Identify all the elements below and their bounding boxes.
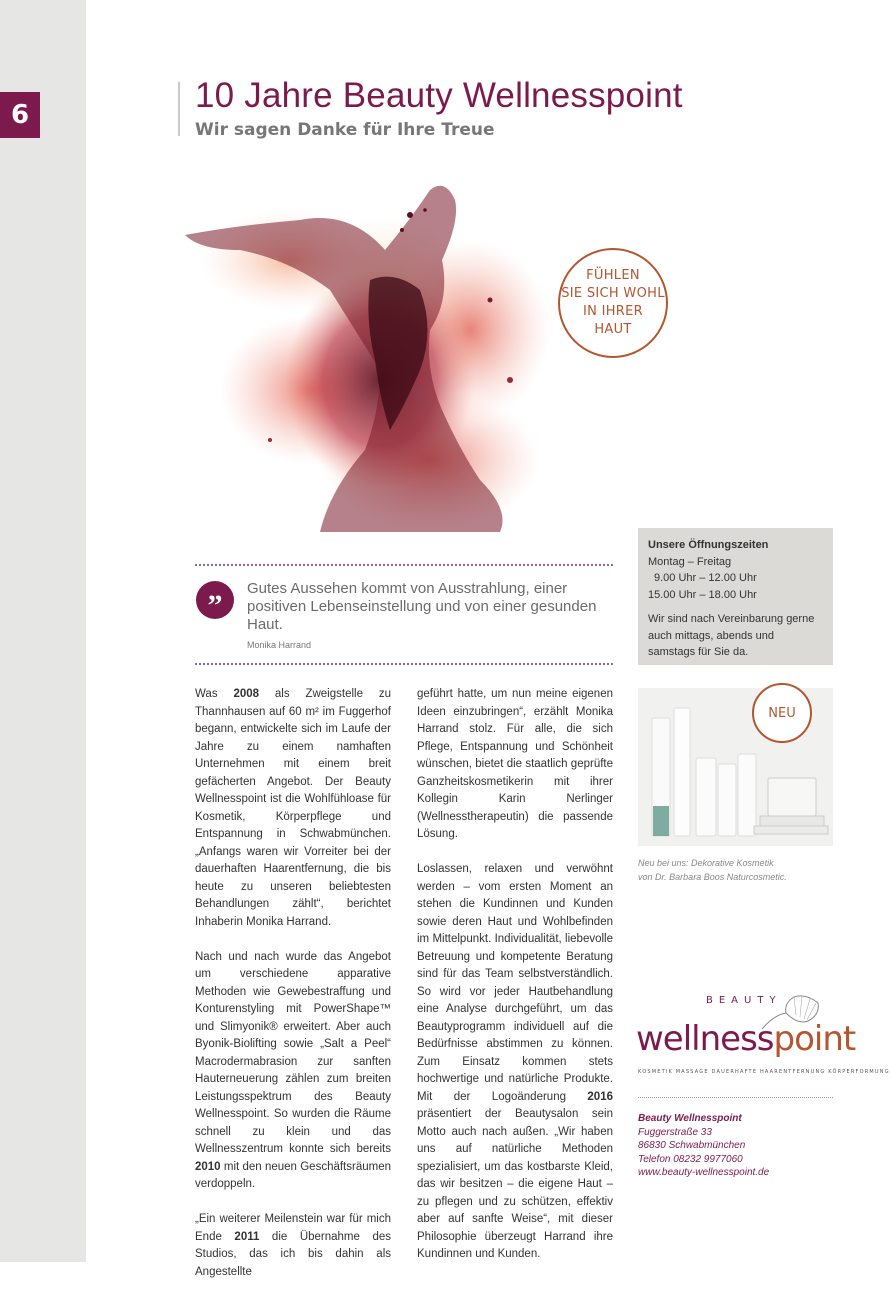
opening-hours-days: Montag – Freitag (648, 555, 732, 568)
product-caption-line-2: von Dr. Barbara Boos Naturcosmetic. (638, 872, 787, 882)
hero-badge (558, 248, 668, 358)
quote-text: Gutes Aussehen kommt von Ausstrahlung, einer positiven Lebenseinstellung und von einer gesunden Haut. (247, 580, 597, 633)
product-caption (638, 856, 833, 884)
contact-city: 86830 Schwabmünchen (638, 1140, 746, 1151)
badge-line-2: SIE SICH WOHL (561, 286, 665, 301)
contact-street: Fuggerstraße 33 (638, 1126, 712, 1138)
article-paragraph: „Ein weiterer Meilenstein war für mich Ende 2011 die Übernahme des Studios, das ich bis dahin als Angestellte (195, 1213, 392, 1278)
logo-divider (638, 1097, 833, 1098)
wellnesspoint-logo (636, 995, 890, 1085)
new-badge: NEU (752, 683, 812, 743)
quote-mark-icon: ” (196, 581, 234, 619)
article-paragraph: Loslassen, relaxen und verwöhnt werden – vom ersten Moment an stehen die Kundinnen und Kunden sowie deren Haut und Wohlbefinden im Mittelpunkt. Individualität, liebevolle Betreuung und kompetente Beratung sind für das Team selbstverständlich. So wird vor jeder Hautbehandlung eine Analyse durchgeführt, um das Beautyprogramm individuell auf die Bedürfnisse abstimmen zu können. Zum Einsatz kommen stets hochwertige und natürliche Produkte. Mit der Logoänderung 2016 präsentiert der Beautysalon sein Motto auch nach außen. „Wir haben uns auf natürliche Methoden spezialisiert, um das kostbarste Kleid, das wir besitzen – die eigene Haut – zu pflegen und zu schützen, effektiv aber auf sanfte Weise“, mit dieser Philosophie überzeugt Harrand ihre Kundinnen und Kunden. (417, 863, 613, 1260)
contact-name: Beauty Wellnesspoint (638, 1113, 742, 1124)
badge-line-3: IN IHRER (583, 304, 643, 319)
page-number-tab: 6 (0, 92, 40, 138)
logo-word-point: point (773, 1019, 856, 1059)
page-title: 10 Jahre Beauty Wellnesspoint (195, 76, 683, 115)
contact-block (638, 1112, 769, 1180)
quote-author: Monika Harrand (247, 640, 312, 650)
badge-line-4: HAUT (594, 322, 632, 337)
article-column-1 (195, 686, 391, 1299)
quote-top-rule (195, 564, 613, 566)
logo-word-wellness: wellness (636, 1019, 774, 1059)
logo-tagline: KOSMETIK MASSAGE DAUERHAFTE HAARENTFERNUNG KÖRPERFORMUNG (638, 1069, 890, 1075)
article-paragraph: geführt hatte, um nun meine eigenen Ideen einzubringen“, erzählt Monika Harrand stolz. Für alle, die sich Pflege, Entspannung und Schönheit wünschen, bietet die staatlich geprüfte Ganzheitskosmetikerin mit ihrer Kollegin Karin Nerlinger (Wellnesstherapeutin) die passende Lösung. (417, 688, 613, 840)
logo-beauty-text: BEAUTY (706, 995, 782, 1006)
watercolor-figure-illustration (180, 180, 610, 540)
product-caption-line-1: Neu bei uns: Dekorative Kosmetik (638, 858, 774, 868)
article-paragraph: Was 2008 als Zweigstelle zu Thannhausen auf 60 m² im Fuggerhof begann, entwickelte sich im Laufe der Jahre zu einem namhaften Unternehmen mit einem breit gefächerten Angebot. Der Beauty Wellnesspoint ist die Wohlfühloase für Kosmetik, Körperpflege und Entspannung in Schwabmünchen. „Anfangs waren wir Vorreiter bei der dauerhaften Haarentfernung, die bis heute zu unseren beliebtesten Behandlungen zählt“, berichtet Inhaberin Monika Harrand. (195, 688, 391, 928)
opening-hours-slot-1: 9.00 Uhr – 12.00 Uhr (654, 572, 757, 584)
opening-hours-title: Unsere Öffnungszeiten (648, 539, 769, 551)
article-paragraph: Nach und nach wurde das Angebot um verschiedene apparative Methoden wie Gewebestraffung und Konturenstyling mit PowerShape™ und Slimyonik® erweitert. Aber auch Byonik-Biolifting sowie „Salt a Peel“ Macrodermabrasion zur sanften Hauterneuerung zählen zum breiten Leistungsspektrum des Beauty Wellnesspoint. So wurden die Räume schnell zu klein und das Wellnesszentrum konnte sich bereits 2010 mit den neuen Geschäftsräumen verdoppeln. (195, 950, 391, 1190)
opening-hours-note: Wir sind nach Vereinbarung gerne auch mittags, abends und samstags für Sie da. (648, 613, 815, 658)
logo-wordmark (636, 1019, 855, 1059)
title-accent-bar (178, 82, 180, 136)
contact-website-link[interactable]: www.beauty-wellnesspoint.de (638, 1167, 770, 1178)
opening-hours-box (638, 528, 833, 665)
page-margin-band (0, 0, 86, 1262)
quote-bottom-rule (195, 663, 613, 665)
article-column-2 (417, 686, 613, 1281)
opening-hours-slot-2: 15.00 Uhr – 18.00 Uhr (648, 588, 757, 601)
badge-line-1: FÜHLEN (586, 268, 640, 283)
contact-phone: Telefon 08232 9977060 (638, 1153, 743, 1165)
page-subtitle: Wir sagen Danke für Ihre Treue (195, 120, 495, 140)
